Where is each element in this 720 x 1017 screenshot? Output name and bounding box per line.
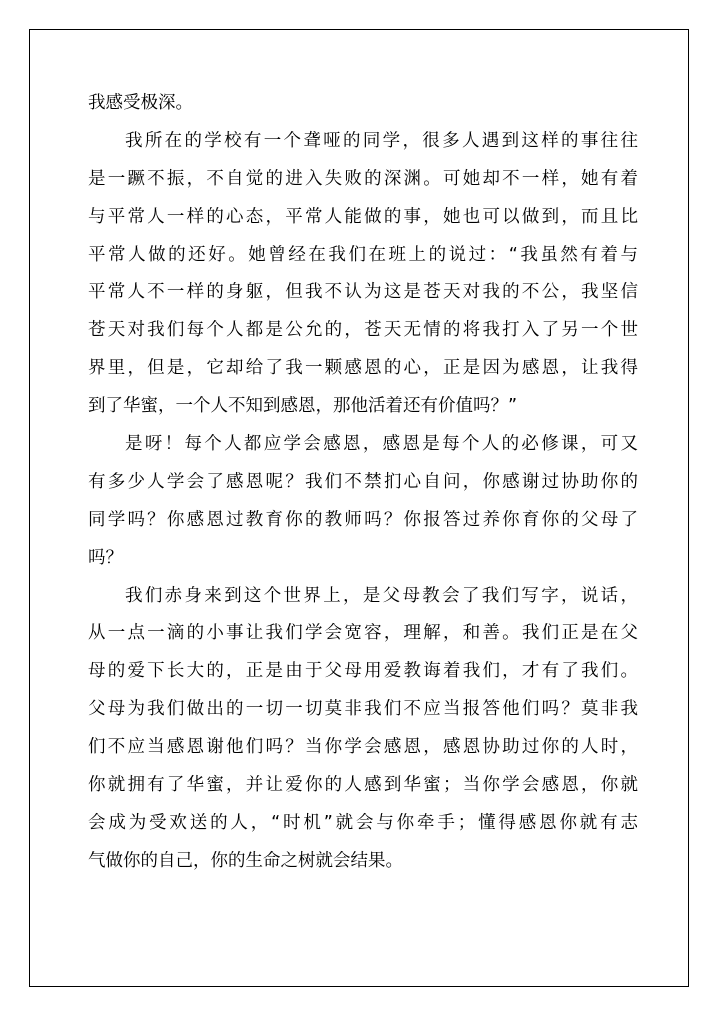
text-line-20: 会成为受欢送的人，“时机”就会与你牵手；懂得感恩你就有志 xyxy=(88,812,638,833)
text-line-10: 是呀！每个人都应学会感恩，感恩是每个人的必修课，可又 xyxy=(125,434,638,455)
document-body xyxy=(88,85,638,881)
text-line-3: 是一蹶不振，不自觉的进入失败的深渊。可她却不一样，她有着 xyxy=(88,168,638,189)
text-line-12: 同学吗？你感恩过教育你的教师吗？你报答过养你育你的父母了 xyxy=(88,509,638,530)
text-line-13: 吗？ xyxy=(88,547,123,568)
text-line-8: 界里，但是，它却给了我一颗感恩的心，正是因为感恩，让我得 xyxy=(88,358,638,379)
text-line-7: 苍天对我们每个人都是公允的，苍天无情的将我打入了另一个世 xyxy=(88,320,638,341)
text-line-1: 我感受极深。 xyxy=(88,93,193,113)
text-line-11: 有多少人学会了感恩呢？我们不禁扪心自问，你感谢过协助你的 xyxy=(88,471,638,492)
text-line-9: 到了华蜜，一个人不知到感恩，那他活着还有价值吗？” xyxy=(88,396,518,417)
text-line-18: 们不应当感恩谢他们吗？当你学会感恩，感恩协助过你的人时， xyxy=(88,737,638,758)
text-line-6: 平常人不一样的身躯，但我不认为这是苍天对我的不公，我坚信 xyxy=(88,282,638,303)
text-line-4: 与平常人一样的心态，平常人能做的事，她也可以做到，而且比 xyxy=(88,206,638,227)
text-line-15: 从一点一滴的小事让我们学会宽容，理解，和善。我们正是在父 xyxy=(88,623,638,644)
text-line-21: 气做你的自己，你的生命之树就会结果。 xyxy=(88,850,403,871)
text-line-16: 母的爱下长大的，正是由于父母用爱教诲着我们，才有了我们。 xyxy=(88,661,638,682)
text-line-17: 父母为我们做出的一切一切莫非我们不应当报答他们吗？莫非我 xyxy=(88,699,638,720)
text-line-5: 平常人做的还好。她曾经在我们在班上的说过：“我虽然有着与 xyxy=(88,244,638,265)
text-line-14: 我们赤身来到这个世界上，是父母教会了我们写字，说话， xyxy=(125,585,638,606)
text-line-2: 我所在的学校有一个聋哑的同学，很多人遇到这样的事往往 xyxy=(125,130,638,151)
text-line-19: 你就拥有了华蜜，并让爱你的人感到华蜜；当你学会感恩，你就 xyxy=(88,775,638,796)
